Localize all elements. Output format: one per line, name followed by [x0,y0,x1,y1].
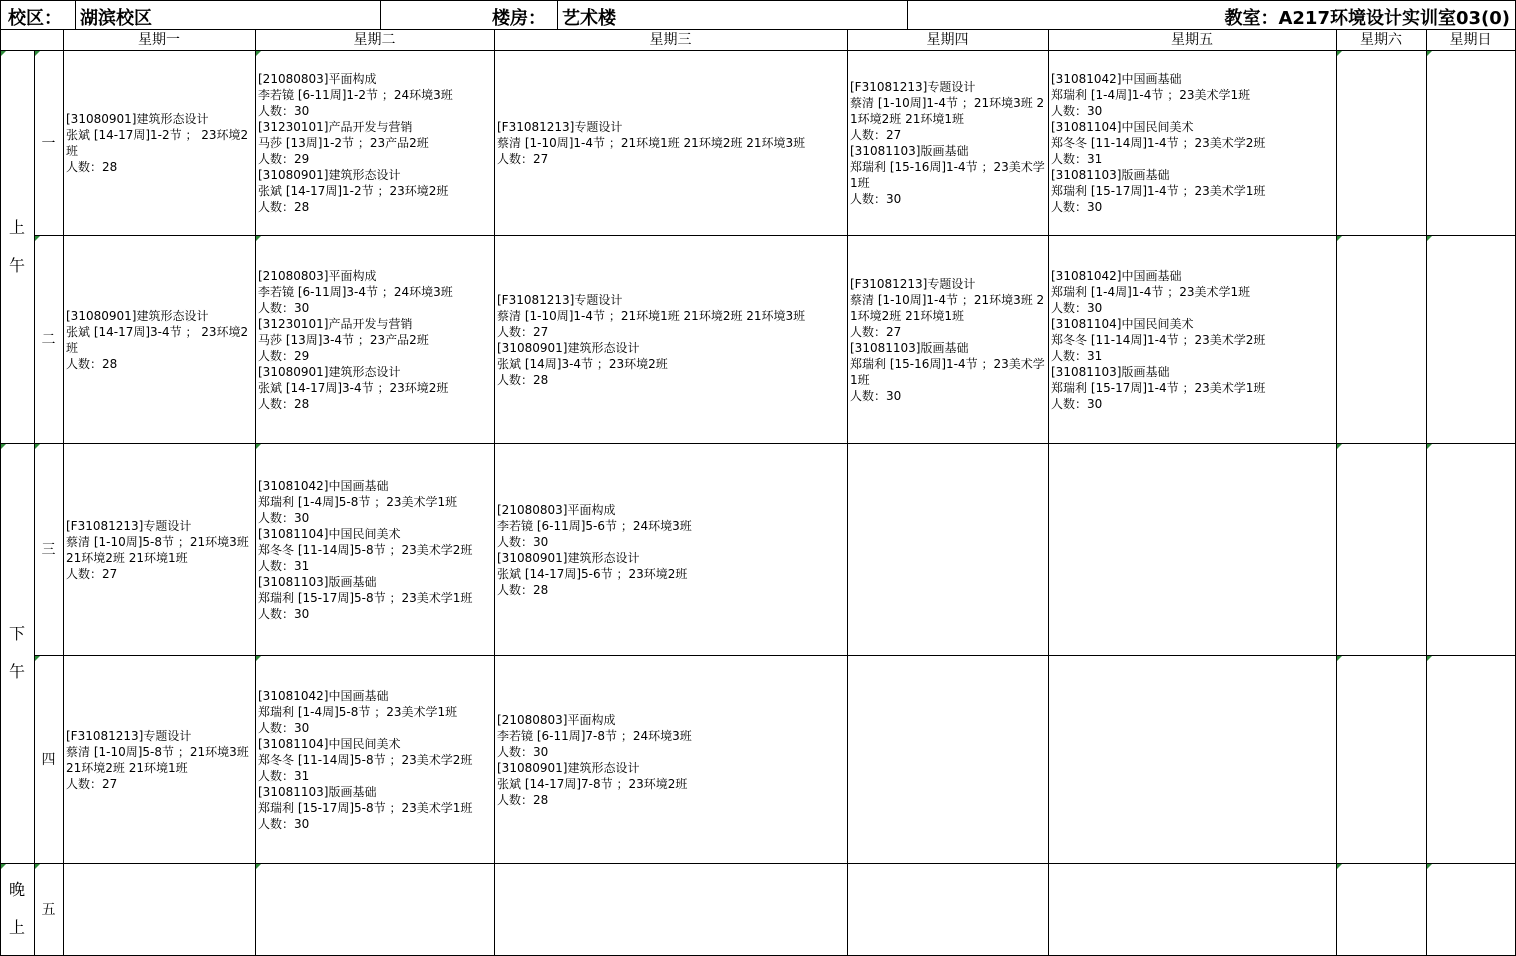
cell-note-marker [256,236,261,241]
course-detail: 张斌 [14周]3-4节 ；23环境2班 [497,356,668,371]
course-code: [31080901]建筑形态设计 [258,364,401,379]
course-code: [31081042]中国画基础 [258,478,389,493]
course-detail: 张斌 [14-17周]3-4节 ； 23环境2班 [66,324,249,355]
course-code: [31081042]中国画基础 [1051,72,1182,86]
grid-hline [0,0,1516,1]
schedule-cell-r3-c7 [1427,444,1515,655]
cell-note-marker [256,51,261,56]
day-header-5: 星期五 [1171,32,1213,48]
cell-note-marker [1,864,6,869]
grid-vline [75,0,76,29]
cell-note-marker [256,864,261,869]
day-header-3: 星期三 [649,32,692,48]
course-count: 人数：27 [850,128,902,142]
course-code: [21080803]平面构成 [497,712,616,727]
course-entry [850,143,1046,207]
cell-note-marker [1337,51,1342,56]
course-count: 人数：30 [1051,396,1103,411]
course-count: 人数：28 [66,160,118,174]
course-detail: 蔡清 [1-10周]1-4节 ；21环境1班 21环境2班 21环境3班 [497,136,806,150]
classroom-title: 教室：A217环境设计实训室03(0) [1224,8,1510,29]
grid-hline [0,29,1516,30]
course-code: [31080901]建筑形态设计 [497,550,640,565]
cell-note-marker [1427,236,1432,241]
course-detail: 郑瑞利 [15-17周]5-8节 ；23美术学1班 [258,590,473,605]
course-detail: 郑冬冬 [11-14周]5-8节 ；23美术学2班 [258,542,473,557]
schedule-cell-r4-c5 [1049,656,1336,863]
day-header-6: 星期六 [1360,32,1402,48]
course-count: 人数：28 [66,356,118,371]
course-count: 人数：30 [258,300,310,315]
schedule-cell-r5-c7 [1427,864,1515,955]
cell-note-marker [35,444,40,449]
schedule-cell-r4-c4 [848,656,1048,863]
grid-vline [0,0,1,29]
course-entry [497,550,845,598]
slot-label-4: 四 [41,752,56,768]
schedule-cell-r2-c7 [1427,236,1515,443]
course-code: [31230101]产品开发与营销 [258,120,413,134]
course-entry [66,728,253,792]
course-detail: 郑瑞利 [15-17周]1-4节 ；23美术学1班 [1051,184,1266,198]
building-value: 艺术楼 [562,8,616,29]
course-code: [31080901]建筑形态设计 [258,168,401,182]
period-char: 上 [8,918,25,937]
course-entry [258,526,492,574]
course-entry [258,688,492,736]
course-detail: 马莎 [13周]3-4节 ；23产品2班 [258,332,429,347]
course-code: [F31081213]专题设计 [850,80,976,94]
course-count: 人数：29 [258,348,310,363]
course-detail: 郑冬冬 [11-14周]1-4节 ；23美术学2班 [1051,136,1266,150]
course-detail: 张斌 [14-17周]3-4节 ；23环境2班 [258,380,449,395]
period-char: 上 [8,217,25,237]
schedule-cell-r3-c6 [1337,444,1426,655]
building-label: 楼房： [492,8,546,29]
course-code: [F31081213]专题设计 [66,728,192,743]
course-count: 人数：30 [850,388,902,403]
course-detail: 李若镜 [6-11周]3-4节 ；24环境3班 [258,284,453,299]
grid-vline [0,29,1,50]
schedule-cell-r2-c1 [64,236,255,443]
period-char: 晚 [8,880,25,899]
course-detail: 蔡清 [1-10周]1-4节 ；21环境1班 21环境2班 21环境3班 [497,308,806,323]
cell-note-marker [35,656,40,661]
course-entry [258,167,492,215]
course-count: 人数：30 [258,816,310,831]
course-detail: 李若镜 [6-11周]1-2节 ；24环境3班 [258,88,453,102]
course-entry [497,502,845,550]
course-code: [31081103]版画基础 [1051,364,1170,379]
course-count: 人数：27 [66,776,118,791]
course-count: 人数：30 [258,720,310,735]
course-entry [1051,268,1334,316]
grid-vline [557,0,558,29]
course-entry [258,268,492,316]
course-code: [31080901]建筑形态设计 [497,760,640,775]
course-entry [850,79,1046,143]
course-count: 人数：27 [497,152,549,166]
course-code: [21080803]平面构成 [258,268,377,283]
slot-label-5: 五 [41,902,56,918]
course-code: [31081103]版画基础 [258,574,377,589]
course-count: 人数：31 [258,558,310,573]
schedule-cell-r5-c2 [256,864,494,955]
cell-note-marker [1,444,6,449]
course-count: 人数：30 [258,510,310,525]
cell-note-marker [256,444,261,449]
course-detail: 郑瑞利 [15-17周]5-8节 ；23美术学1班 [258,800,473,815]
course-code: [31081104]中国民间美术 [1051,316,1194,331]
course-entry [1051,71,1334,119]
course-code: [31081104]中国民间美术 [1051,120,1194,134]
cell-note-marker [1337,236,1342,241]
course-code: [31081103]版画基础 [850,144,969,158]
course-code: [31080901]建筑形态设计 [66,112,209,126]
course-entry [258,574,492,622]
course-detail: 张斌 [14-17周]5-6节 ；23环境2班 [497,566,688,581]
course-entry [1051,167,1334,215]
course-count: 人数：30 [497,744,549,759]
schedule-cell-r3-c5 [1049,444,1336,655]
cell-note-marker [1337,444,1342,449]
day-header-1: 星期一 [138,32,180,48]
schedule-cell-r1-c1 [64,51,255,235]
course-entry [497,760,845,808]
course-count: 人数：30 [850,192,902,206]
slot-label-3: 三 [41,542,56,558]
course-entry [258,784,492,832]
schedule-cell-r2-c5 [1049,236,1336,443]
course-detail: 郑瑞利 [1-4周]1-4节 ；23美术学1班 [1051,88,1251,102]
course-entry [258,316,492,364]
course-detail: 郑瑞利 [1-4周]5-8节 ；23美术学1班 [258,494,458,509]
course-count: 人数：28 [497,582,549,597]
course-code: [31081103]版画基础 [850,340,969,355]
schedule-cell-r5-c1 [64,864,255,955]
course-count: 人数：27 [497,324,549,339]
schedule-cell-r3-c1 [64,444,255,655]
course-count: 人数：31 [1051,152,1103,166]
cell-note-marker [1337,656,1342,661]
course-detail: 张斌 [14-17周]1-2节 ；23环境2班 [258,184,449,198]
course-code: [31080901]建筑形态设计 [66,308,209,323]
course-detail: 郑冬冬 [11-14周]1-4节 ；23美术学2班 [1051,332,1266,347]
course-detail: 李若镜 [6-11周]7-8节 ；24环境3班 [497,728,692,743]
slot-label-1: 一 [41,135,56,152]
schedule-cell-r5-c3 [495,864,847,955]
schedule-cell-r4-c6 [1337,656,1426,863]
cell-note-marker [1427,51,1432,56]
course-code: [F31081213]专题设计 [850,276,976,291]
course-detail: 郑瑞利 [15-16周]1-4节 ；23美术学1班 [850,160,1045,190]
course-code: [31081104]中国民间美术 [258,736,401,751]
course-entry [497,340,845,388]
course-code: [31081042]中国画基础 [258,688,389,703]
course-count: 人数：29 [258,152,310,166]
schedule-cell-r5-c5 [1049,864,1336,955]
schedule-cell-r4-c3 [495,656,847,863]
course-detail: 马莎 [13周]1-2节 ；23产品2班 [258,136,429,150]
course-code: [F31081213]专题设计 [497,120,623,134]
course-code: [F31081213]专题设计 [66,518,192,533]
course-code: [21080803]平面构成 [497,502,616,517]
course-count: 人数：28 [258,396,310,411]
period-char: 午 [8,662,25,681]
schedule-cell-r2-c4 [848,236,1048,443]
course-entry [497,119,845,167]
grid-vline [380,0,381,29]
course-code: [31081104]中国民间美术 [258,526,401,541]
course-entry [850,340,1046,404]
course-count: 人数：28 [497,792,549,807]
day-header-4: 星期四 [926,32,969,48]
schedule-cell-r2-c6 [1337,236,1426,443]
cell-note-marker [1337,864,1342,869]
course-code: [31081042]中国画基础 [1051,268,1182,283]
course-count: 人数：28 [497,372,549,387]
cell-note-marker [35,864,40,869]
day-header-2: 星期二 [353,32,396,48]
course-entry [66,111,253,175]
schedule-cell-r2-c2 [256,236,494,443]
course-entry [1051,364,1334,412]
course-entry [497,292,845,340]
cell-note-marker [1427,864,1432,869]
day-header-7: 星期日 [1449,32,1492,48]
course-code: [F31081213]专题设计 [497,292,623,307]
schedule-cell-r5-c4 [848,864,1048,955]
course-entry [1051,119,1334,167]
cell-note-marker [256,656,261,661]
course-code: [21080803]平面构成 [258,72,377,86]
period-label-3 [0,863,34,955]
period-label-2 [0,443,34,863]
course-entry [258,364,492,412]
period-label-1 [0,50,34,443]
schedule-cell-r1-c6 [1337,51,1426,235]
campus-label: 校区： [8,8,62,29]
course-detail: 张斌 [14-17周]1-2节 ； 23环境2班 [66,128,249,158]
schedule-cell-r1-c2 [256,51,494,235]
course-entry [258,478,492,526]
course-count: 人数：31 [258,768,310,783]
course-detail: 蔡清 [1-10周]1-4节 ；21环境3班 21环境2班 21环境1班 [850,292,1045,323]
course-detail: 郑瑞利 [1-4周]5-8节 ；23美术学1班 [258,704,458,719]
course-code: [31081103]版画基础 [258,784,377,799]
course-detail: 郑瑞利 [15-16周]1-4节 ；23美术学1班 [850,356,1045,387]
period-char: 下 [8,624,25,643]
course-entry [258,71,492,119]
course-code: [31080901]建筑形态设计 [497,340,640,355]
schedule-cell-r5-c6 [1337,864,1426,955]
cell-note-marker [1427,656,1432,661]
course-detail: 李若镜 [6-11周]5-6节 ；24环境3班 [497,518,692,533]
course-entry [850,276,1046,340]
cell-note-marker [35,51,40,56]
schedule-cell-r1-c3 [495,51,847,235]
period-char: 午 [8,255,25,275]
schedule-cell-r3-c2 [256,444,494,655]
cell-note-marker [35,236,40,241]
course-entry [1051,316,1334,364]
schedule-cell-r2-c3 [495,236,847,443]
course-count: 人数：27 [66,566,118,581]
slot-label-2: 二 [41,332,56,348]
schedule-cell-r3-c3 [495,444,847,655]
course-detail: 蔡清 [1-10周]5-8节 ；21环境3班 21环境2班 21环境1班 [66,744,249,775]
course-count: 人数：30 [258,606,310,621]
course-detail: 蔡清 [1-10周]5-8节 ；21环境3班 21环境2班 21环境1班 [66,534,249,565]
course-entry [497,712,845,760]
grid-vline [907,0,908,29]
campus-value: 湖滨校区 [80,8,152,29]
cell-note-marker [1427,444,1432,449]
course-count: 人数：30 [497,534,549,549]
course-code: [31081103]版画基础 [1051,168,1170,182]
course-count: 人数：30 [1051,104,1103,118]
schedule-cell-r4-c1 [64,656,255,863]
course-count: 人数：30 [1051,300,1103,315]
course-count: 人数：28 [258,200,310,214]
course-entry [258,736,492,784]
course-entry [258,119,492,167]
course-detail: 郑瑞利 [15-17周]1-4节 ；23美术学1班 [1051,380,1266,395]
course-detail: 郑瑞利 [1-4周]1-4节 ；23美术学1班 [1051,284,1251,299]
course-count: 人数：30 [258,104,310,118]
course-count: 人数：27 [850,324,902,339]
course-count: 人数：31 [1051,348,1103,363]
schedule-cell-r1-c4 [848,51,1048,235]
course-detail: 郑冬冬 [11-14周]5-8节 ；23美术学2班 [258,752,473,767]
course-code: [31230101]产品开发与营销 [258,316,413,331]
schedule-cell-r1-c7 [1427,51,1515,235]
course-count: 人数：30 [1051,200,1103,214]
course-entry [66,518,253,582]
schedule-cell-r4-c2 [256,656,494,863]
cell-note-marker [1,51,6,56]
schedule-cell-r1-c5 [1049,51,1336,235]
schedule-cell-r4-c7 [1427,656,1515,863]
course-detail: 张斌 [14-17周]7-8节 ；23环境2班 [497,776,688,791]
schedule-cell-r3-c4 [848,444,1048,655]
course-entry [66,308,253,372]
course-detail: 蔡清 [1-10周]1-4节 ；21环境3班 21环境2班 21环境1班 [850,96,1045,126]
